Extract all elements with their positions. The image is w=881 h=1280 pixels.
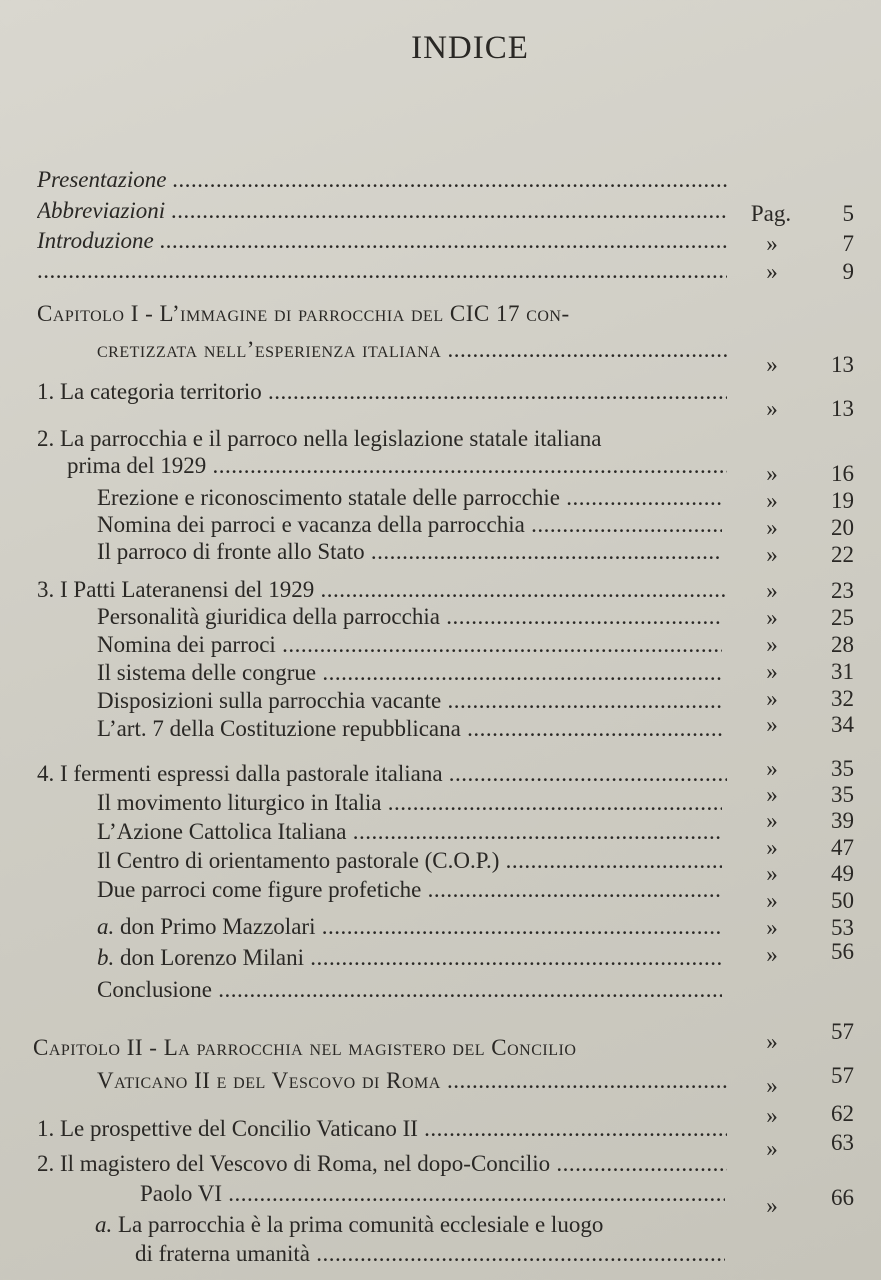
page-number: 63 (831, 1130, 854, 1155)
page-number: 53 (831, 915, 854, 940)
toc-subentry: L’Azione Cattolica Italiana ..... (97, 818, 722, 846)
toc-subentry: Il Centro di orientamento pastorale (C.O.P.) ..... (97, 847, 722, 875)
page-marker: » (766, 632, 778, 657)
toc-subentry: Conclusione ..... (97, 976, 722, 1004)
toc-subentry: Due parroci come figure profetiche ..... (97, 876, 722, 904)
toc-entry: prima del 1929 ..... (67, 452, 727, 480)
page-marker: » (766, 488, 778, 513)
page-marker: » (766, 396, 778, 421)
page-marker: » (766, 915, 778, 940)
toc-chapter-2-heading: Capitolo II - La parrocchia nel magistero del Concilio (33, 1035, 577, 1060)
page-marker: » (766, 835, 778, 860)
toc-entry: 1. La categoria territorio ..... (37, 378, 727, 406)
page-marker: » (766, 578, 778, 603)
page-number: 9 (842, 259, 854, 284)
page-marker: » (766, 259, 778, 284)
toc-entry-presentazione: Presentazione ..... (37, 166, 727, 194)
page-marker: » (766, 808, 778, 833)
page-number: 31 (831, 659, 854, 684)
page-number: 66 (831, 1185, 854, 1210)
toc-chapter-1-heading-cont: cretizzata nell’esperienza italiana ..... (97, 336, 727, 364)
page-number: 32 (831, 686, 854, 711)
toc-subentry: Nomina dei parroci ..... (97, 631, 722, 659)
page-number: 5 (842, 201, 854, 226)
page-number: 7 (842, 231, 854, 256)
page-number: 19 (831, 488, 854, 513)
page-number: 35 (831, 756, 854, 781)
page-marker: » (766, 888, 778, 913)
toc-subentry: Il sistema delle congrue ..... (97, 659, 722, 687)
page-marker: » (766, 1193, 778, 1218)
page-number: 57 (831, 1063, 854, 1088)
toc-subentry: L’art. 7 della Costituzione repubblicana ..... (97, 715, 722, 743)
page-number: 49 (831, 861, 854, 886)
toc-entry-abbreviazioni: Abbreviazioni ..... (37, 197, 727, 225)
toc-subentry: Il movimento liturgico in Italia ..... (97, 789, 722, 817)
page-number: 20 (831, 515, 854, 540)
toc-chapter-2-heading-cont: Vaticano II e del Vescovo di Roma ..... (97, 1067, 727, 1095)
page-marker: » (766, 1103, 778, 1128)
toc-subentry: Nomina dei parroci e vacanza della parrocchia ..... (97, 511, 722, 539)
page-marker: » (766, 1136, 778, 1161)
toc-subentry: b. don Lorenzo Milani ..... (97, 944, 722, 972)
toc-dot-leader (37, 257, 727, 285)
toc-subentry: Erezione e riconoscimento statale delle parrocchie ..... (97, 484, 722, 512)
page-marker: » (766, 515, 778, 540)
page-marker: » (766, 756, 778, 781)
toc-subentry: Paolo VI ..... (140, 1180, 725, 1208)
page-marker: » (766, 1073, 778, 1098)
toc-subentry: a. La parrocchia è la prima comunità ecclesiale e luogo (95, 1212, 604, 1237)
page-marker: » (766, 231, 778, 256)
page-marker: » (766, 1029, 778, 1054)
page-marker: » (766, 686, 778, 711)
page-marker: » (766, 942, 778, 967)
page-number: 50 (831, 888, 854, 913)
toc-chapter-1-heading: Capitolo I - L’immagine di parrocchia del CIC 17 con- (37, 301, 570, 326)
page-marker: » (766, 782, 778, 807)
page-marker: » (766, 542, 778, 567)
page-number: 16 (831, 461, 854, 486)
page-number: 13 (831, 396, 854, 421)
page-number: 34 (831, 712, 854, 737)
page-marker: » (766, 605, 778, 630)
toc-subentry: di fraterna umanità ..... (135, 1240, 725, 1268)
toc-entry: 1. Le prospettive del Concilio Vaticano II ..... (37, 1115, 727, 1143)
toc-subentry: Disposizioni sulla parrocchia vacante ..... (97, 687, 722, 715)
toc-entry: 2. La parrocchia e il parroco nella legislazione statale italiana (37, 426, 602, 451)
page-marker: » (766, 352, 778, 377)
page-number: 13 (831, 352, 854, 377)
page-marker: » (766, 659, 778, 684)
page-marker: Pag. (750, 201, 792, 226)
page-number: 35 (831, 782, 854, 807)
page-number: 28 (831, 632, 854, 657)
page-marker: » (766, 861, 778, 886)
toc-entry: 2. Il magistero del Vescovo di Roma, nel dopo-Concilio ..... (37, 1150, 727, 1178)
page-number: 47 (831, 835, 854, 860)
page-number: 23 (831, 578, 854, 603)
toc-subentry: Personalità giuridica della parrocchia ..... (97, 603, 722, 631)
page-number: 62 (831, 1101, 854, 1126)
toc-subentry: Il parroco di fronte allo Stato ..... (97, 538, 722, 566)
page-title: INDICE (411, 30, 529, 66)
page-number: 57 (831, 1019, 854, 1044)
page-marker: » (766, 712, 778, 737)
page-marker: » (766, 461, 778, 486)
page-number: 56 (831, 939, 854, 964)
toc-entry: 3. I Patti Lateranensi del 1929 ..... (37, 576, 727, 604)
page-number: 39 (831, 808, 854, 833)
toc-entry-introduzione: Introduzione ..... (37, 227, 727, 255)
toc-entry: 4. I fermenti espressi dalla pastorale italiana ..... (37, 760, 727, 788)
toc-subentry: a. don Primo Mazzolari ..... (97, 913, 722, 941)
page-number: 22 (831, 542, 854, 567)
page-number: 25 (831, 605, 854, 630)
